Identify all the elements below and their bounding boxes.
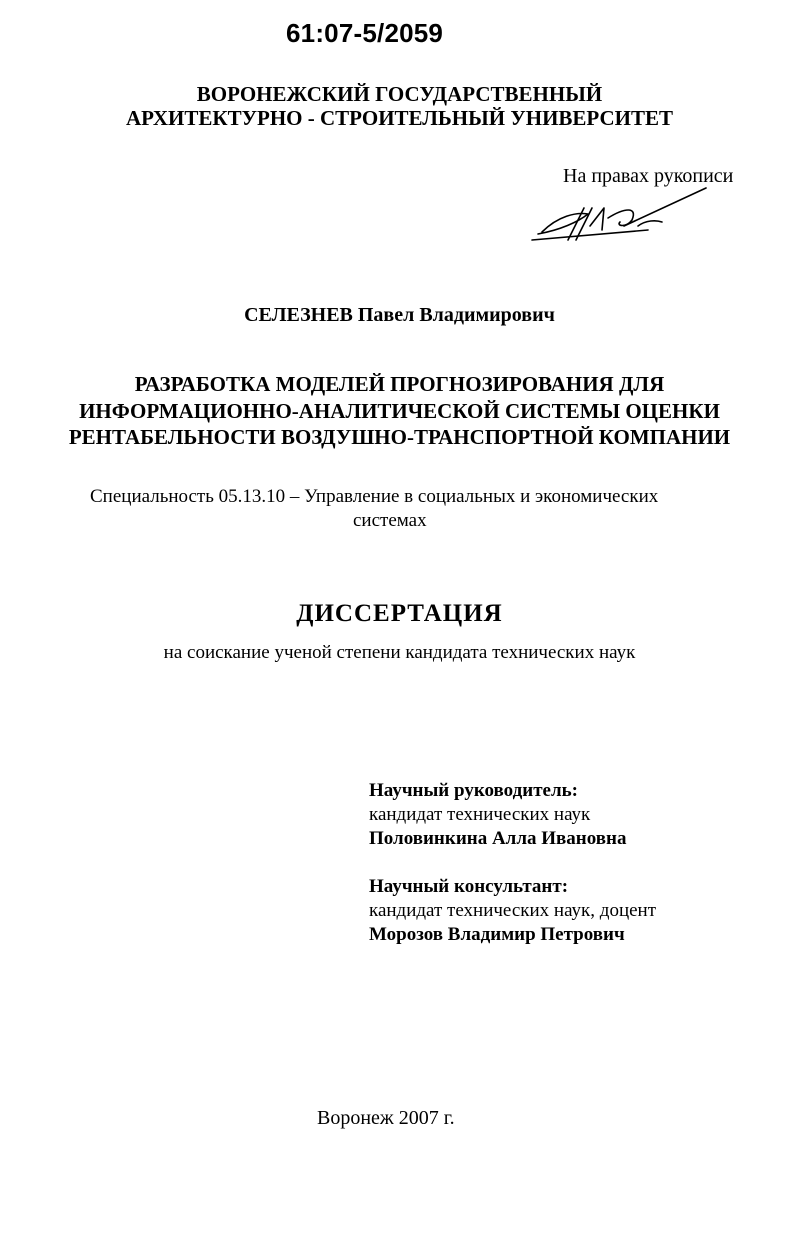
supervisor-name: Половинкина Алла Ивановна [369, 828, 627, 849]
manuscript-rights: На правах рукописи [563, 165, 734, 187]
specialty-line2: системах [353, 510, 427, 531]
degree-statement: на соискание ученой степени кандидата технических наук [163, 642, 636, 663]
supervisor-heading: Научный руководитель: [369, 780, 578, 801]
consultant-heading: Научный консультант: [369, 876, 569, 897]
dissertation-title-line2: ИНФОРМАЦИОННО-АНАЛИТИЧЕСКОЙ СИСТЕМЫ ОЦЕНКИ [79, 399, 720, 423]
handwritten-signature [528, 186, 708, 248]
dissertation-title-line1: РАЗРАБОТКА МОДЕЛЕЙ ПРОГНОЗИРОВАНИЯ ДЛЯ [134, 372, 665, 396]
specialty-line1: Специальность 05.13.10 – Управление в социальных и экономических [90, 486, 659, 507]
consultant-name: Морозов Владимир Петрович [369, 924, 625, 945]
university-name-line2: АРХИТЕКТУРНО - СТРОИТЕЛЬНЫЙ УНИВЕРСИТЕТ [125, 106, 674, 130]
supervisor-rank: кандидат технических наук [369, 804, 591, 825]
document-type: ДИССЕРТАЦИЯ [296, 600, 503, 627]
dissertation-title-line3: РЕНТАБЕЛЬНОСТИ ВОЗДУШНО-ТРАНСПОРТНОЙ КОМПАНИИ [68, 425, 731, 449]
author-name: СЕЛЕЗНЕВ Павел Владимирович [244, 304, 555, 326]
university-name-line1: ВОРОНЕЖСКИЙ ГОСУДАРСТВЕННЫЙ [196, 82, 603, 106]
place-and-year: Воронеж 2007 г. [317, 1107, 455, 1129]
consultant-rank: кандидат технических наук, доцент [369, 900, 657, 921]
archive-code: 61:07-5/2059 [286, 18, 444, 48]
